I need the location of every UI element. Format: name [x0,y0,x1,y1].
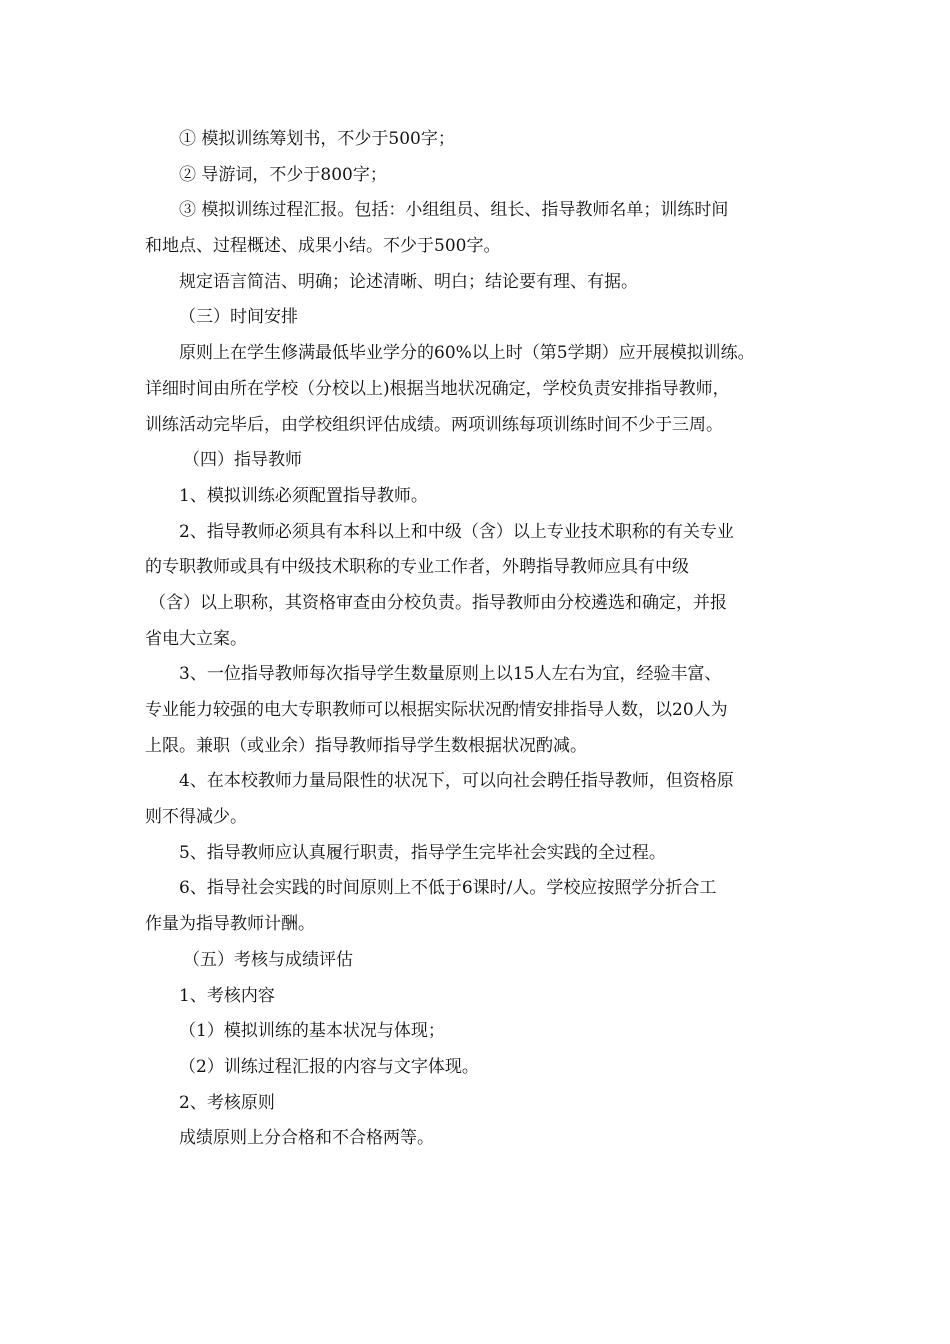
list-item: （2）训练过程汇报的内容与文字体现。 [179,1056,479,1077]
paragraph-line: 详细时间由所在学校（分校以上)根据当地状况确定，学校负责安排指导教师， [145,378,730,399]
document-body [145,122,815,1157]
paragraph-line: 和地点、过程概述、成果小结。不少于500字。 [145,236,501,257]
paragraph-line: 成绩原则上分合格和不合格两等。 [179,1128,434,1149]
list-item-process-report: ③ 模拟训练过程汇报。包括：小组组员、组长、指导教师名单；训练时间 [179,200,729,221]
paragraph-line: 训练活动完毕后，由学校组织评估成绩。两项训练每项训练时间不少于三周。 [145,414,723,435]
subheading-assessment-content: 1、考核内容 [179,985,275,1006]
paragraph-line: 2、指导教师必须具有本科以上和中级（含）以上专业技术职称的有关专业 [179,521,734,542]
list-item-plan-book: ① 模拟训练筹划书，不少于500字； [179,129,455,149]
paragraph-line: 1、模拟训练必须配置指导教师。 [179,485,428,506]
section-heading-instructors: （四）指导教师 [183,450,302,471]
paragraph-line: 6、指导社会实践的时间原则上不低于6课时/人。学校应按照学分折合工 [179,878,717,899]
list-item-guide-script: ② 导游词，不少于800字； [179,164,387,185]
subheading-assessment-principle: 2、考核原则 [179,1092,275,1113]
list-item: （1）模拟训练的基本状况与体现； [179,1021,445,1042]
paragraph-line: 的专职教师或具有中级技术职称的专业工作者，外聘指导教师应具有中级 [145,557,689,578]
paragraph-line: 省电大立案。 [145,628,247,649]
paragraph-line: （含）以上职称，其资格审查由分校负责。指导教师由分校遴选和确定，并报 [149,592,727,613]
paragraph-line: 上限。兼职（或业余）指导教师指导学生数根据状况酌减。 [145,735,587,756]
paragraph-line: 4、在本校教师力量局限性的状况下，可以向社会聘任指导教师，但资格原 [179,771,734,792]
paragraph-line: 专业能力较强的电大专职教师可以根据实际状况酌情安排指导人数，以20人为 [145,700,728,720]
paragraph-line: 原则上在学生修满最低毕业学分的60%以上时（第5学期）应开展模拟训练。 [179,343,755,364]
paragraph-line: 作量为指导教师计酬。 [145,914,315,935]
paragraph-line: 3、一位指导教师每次指导学生数量原则上以15人左右为宜，经验丰富、 [179,664,722,685]
paragraph-line: 规定语言简洁、明确；论述清晰、明白；结论要有理、有据。 [179,271,638,292]
paragraph-line: 5、指导教师应认真履行职责，指导学生完毕社会实践的全过程。 [179,842,666,863]
section-heading-assessment: （五）考核与成绩评估 [183,949,353,970]
paragraph-line: 则不得减少。 [145,807,247,828]
section-heading-schedule: （三）时间安排 [179,307,298,328]
